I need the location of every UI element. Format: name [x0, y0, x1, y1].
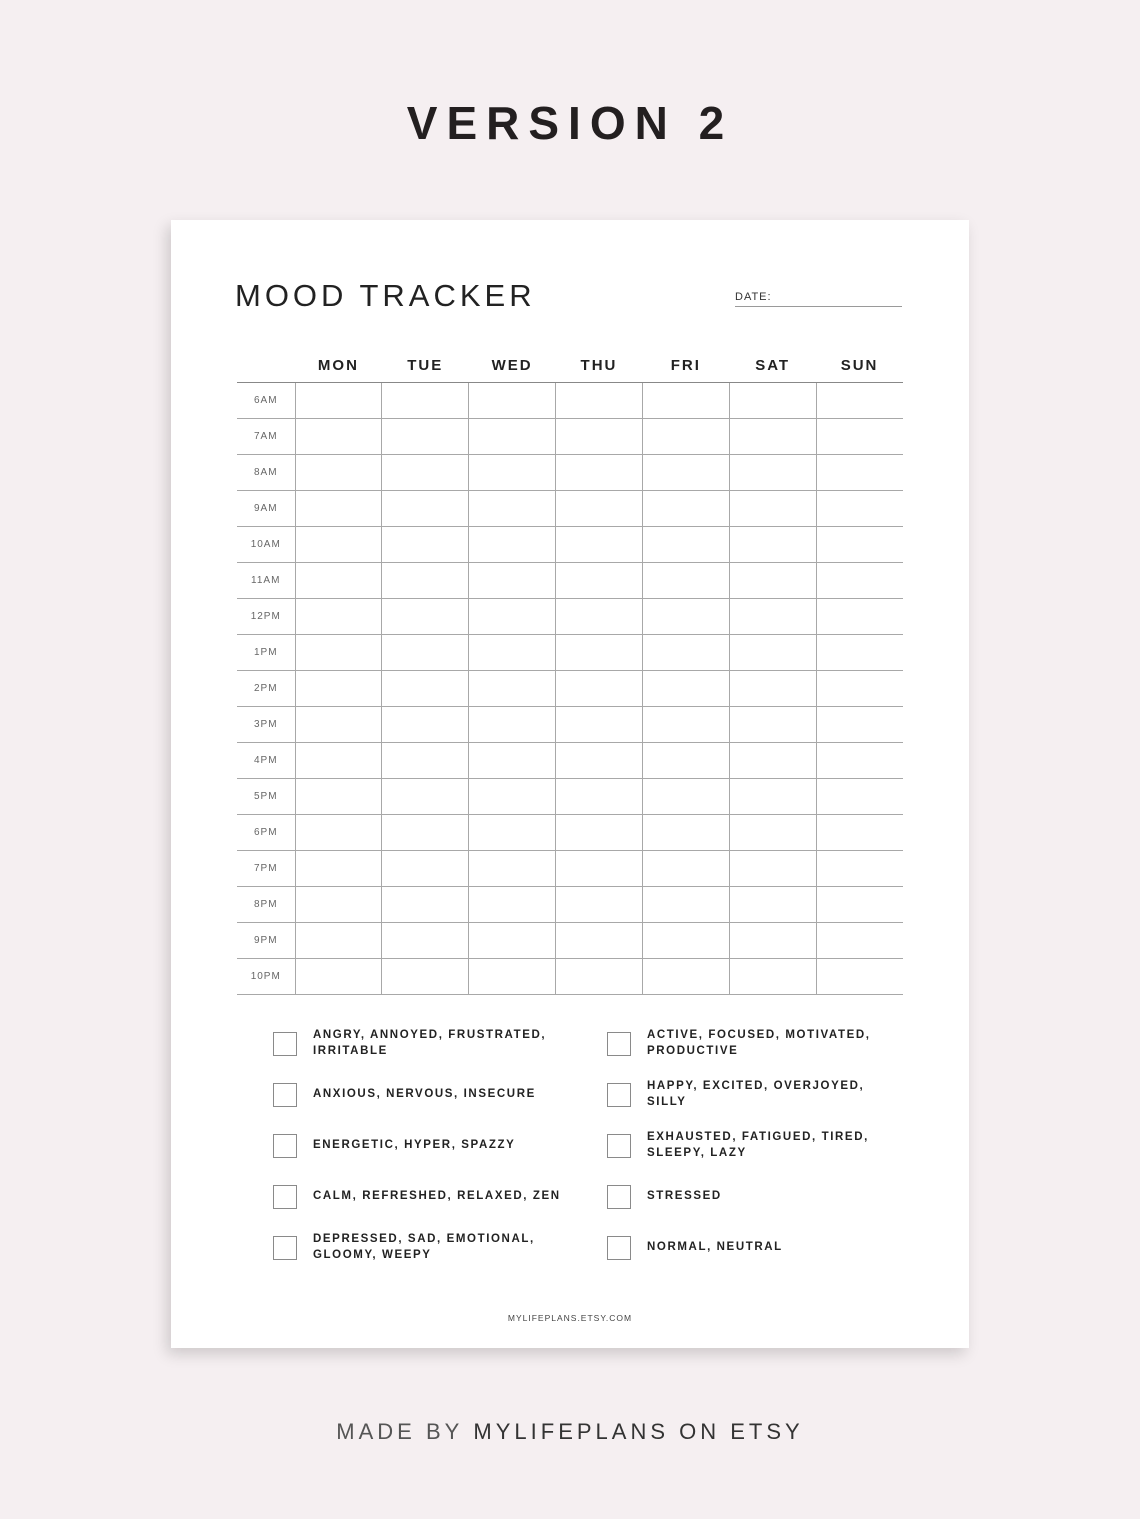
time-label: 9AM [237, 491, 295, 527]
time-label: 2PM [237, 671, 295, 707]
mood-cell-tue[interactable] [382, 671, 469, 707]
time-label: 3PM [237, 707, 295, 743]
mood-cell-fri[interactable] [642, 959, 729, 995]
mood-cell-mon[interactable] [295, 455, 382, 491]
mood-cell-thu[interactable] [556, 743, 643, 779]
time-label: 11AM [237, 563, 295, 599]
mood-cell-sun[interactable] [816, 599, 903, 635]
mood-cell-sat[interactable] [729, 599, 816, 635]
time-row [237, 923, 903, 959]
mood-cell-sat[interactable] [729, 383, 816, 419]
mood-cell-mon[interactable] [295, 851, 382, 887]
mood-cell-thu[interactable] [556, 599, 643, 635]
mood-cell-sun[interactable] [816, 887, 903, 923]
mood-cell-sat[interactable] [729, 635, 816, 671]
mood-cell-sat[interactable] [729, 743, 816, 779]
time-label: 7PM [237, 851, 295, 887]
mood-cell-mon[interactable] [295, 419, 382, 455]
mood-cell-sat[interactable] [729, 707, 816, 743]
mood-tracker-sheet [171, 220, 969, 1348]
mood-cell-sun[interactable] [816, 779, 903, 815]
mood-cell-sun[interactable] [816, 815, 903, 851]
mood-cell-sun[interactable] [816, 491, 903, 527]
mood-cell-thu[interactable] [556, 815, 643, 851]
mood-cell-wed[interactable] [469, 671, 556, 707]
mood-cell-fri[interactable] [642, 923, 729, 959]
time-row [237, 635, 903, 671]
mood-cell-fri[interactable] [642, 527, 729, 563]
time-row [237, 815, 903, 851]
mood-cell-thu[interactable] [556, 671, 643, 707]
mood-legend-item [273, 1179, 573, 1219]
mood-cell-tue[interactable] [382, 527, 469, 563]
time-label: 4PM [237, 743, 295, 779]
mood-cell-thu[interactable] [556, 383, 643, 419]
mood-legend-item [607, 1077, 907, 1117]
mood-cell-mon[interactable] [295, 563, 382, 599]
mood-cell-sun[interactable] [816, 671, 903, 707]
mood-cell-sat[interactable] [729, 779, 816, 815]
mood-cell-thu[interactable] [556, 563, 643, 599]
day-header-sat: SAT [729, 348, 816, 383]
time-row [237, 707, 903, 743]
time-row [237, 779, 903, 815]
mood-cell-wed[interactable] [469, 527, 556, 563]
mood-cell-sat[interactable] [729, 491, 816, 527]
time-label: 6AM [237, 383, 295, 419]
time-label: 9PM [237, 923, 295, 959]
mood-cell-sat[interactable] [729, 815, 816, 851]
mood-cell-tue[interactable] [382, 491, 469, 527]
mood-cell-thu[interactable] [556, 851, 643, 887]
mood-label: ENERGETIC, HYPER, SPAZZY [313, 1139, 516, 1151]
mood-cell-tue[interactable] [382, 635, 469, 671]
mood-cell-thu[interactable] [556, 707, 643, 743]
day-header-fri: FRI [642, 348, 729, 383]
mood-cell-tue[interactable] [382, 923, 469, 959]
mood-legend-item [607, 1179, 907, 1219]
mood-label: ACTIVE, FOCUSED, MOTIVATED, PRODUCTIVE [647, 1029, 871, 1057]
time-label: 1PM [237, 635, 295, 671]
time-label: 5PM [237, 779, 295, 815]
mood-cell-fri[interactable] [642, 887, 729, 923]
day-header-wed: WED [469, 348, 556, 383]
time-row [237, 851, 903, 887]
mood-cell-tue[interactable] [382, 563, 469, 599]
mood-checkbox[interactable] [607, 1185, 631, 1209]
mood-cell-fri[interactable] [642, 563, 729, 599]
time-row [237, 959, 903, 995]
mood-cell-thu[interactable] [556, 959, 643, 995]
mood-cell-sun[interactable] [816, 635, 903, 671]
mood-cell-fri[interactable] [642, 815, 729, 851]
mood-cell-mon[interactable] [295, 671, 382, 707]
mood-cell-mon[interactable] [295, 887, 382, 923]
mood-cell-fri[interactable] [642, 743, 729, 779]
mood-cell-mon[interactable] [295, 491, 382, 527]
time-row [237, 455, 903, 491]
mood-cell-mon[interactable] [295, 743, 382, 779]
mood-cell-wed[interactable] [469, 743, 556, 779]
mood-cell-thu[interactable] [556, 779, 643, 815]
time-row [237, 599, 903, 635]
mood-cell-fri[interactable] [642, 491, 729, 527]
mood-cell-sun[interactable] [816, 563, 903, 599]
grid-corner [237, 348, 295, 383]
mood-checkbox[interactable] [607, 1134, 631, 1158]
mood-checkbox[interactable] [273, 1134, 297, 1158]
mood-cell-mon[interactable] [295, 923, 382, 959]
version-title: VERSION 2 [406, 97, 734, 149]
mood-cell-sat[interactable] [729, 527, 816, 563]
mood-label: EXHAUSTED, FATIGUED, TIRED, SLEEPY, LAZY [647, 1131, 869, 1159]
mood-cell-fri[interactable] [642, 383, 729, 419]
time-label: 10PM [237, 959, 295, 995]
mood-label: NORMAL, NEUTRAL [647, 1241, 783, 1253]
mood-legend-item [273, 1077, 573, 1117]
mood-cell-wed[interactable] [469, 455, 556, 491]
mood-cell-wed[interactable] [469, 959, 556, 995]
made-by-suffix: MYLIFEPLANS ON ETSY [473, 1419, 804, 1444]
time-row [237, 671, 903, 707]
mood-label: ANXIOUS, NERVOUS, INSECURE [313, 1088, 536, 1100]
mood-cell-mon[interactable] [295, 959, 382, 995]
mood-cell-sun[interactable] [816, 455, 903, 491]
date-label: DATE: [735, 291, 772, 303]
mood-cell-wed[interactable] [469, 563, 556, 599]
mood-cell-fri[interactable] [642, 707, 729, 743]
mood-cell-mon[interactable] [295, 527, 382, 563]
mood-cell-sat[interactable] [729, 887, 816, 923]
mood-cell-wed[interactable] [469, 815, 556, 851]
mood-cell-sun[interactable] [816, 743, 903, 779]
time-row [237, 887, 903, 923]
mood-cell-sat[interactable] [729, 563, 816, 599]
mood-cell-tue[interactable] [382, 779, 469, 815]
mood-cell-sat[interactable] [729, 923, 816, 959]
mood-cell-mon[interactable] [295, 635, 382, 671]
mood-cell-wed[interactable] [469, 707, 556, 743]
mood-cell-tue[interactable] [382, 455, 469, 491]
day-header-mon: MON [295, 348, 382, 383]
mood-cell-fri[interactable] [642, 851, 729, 887]
time-row [237, 563, 903, 599]
mood-cell-thu[interactable] [556, 887, 643, 923]
mood-cell-wed[interactable] [469, 887, 556, 923]
mood-cell-wed[interactable] [469, 419, 556, 455]
mood-cell-sun[interactable] [816, 527, 903, 563]
mood-cell-tue[interactable] [382, 383, 469, 419]
grid-header-row [237, 348, 903, 383]
time-label: 8AM [237, 455, 295, 491]
mood-cell-fri[interactable] [642, 779, 729, 815]
mood-cell-fri[interactable] [642, 671, 729, 707]
day-header-tue: TUE [382, 348, 469, 383]
mood-cell-thu[interactable] [556, 635, 643, 671]
mood-cell-sat[interactable] [729, 671, 816, 707]
mood-cell-wed[interactable] [469, 923, 556, 959]
mood-cell-wed[interactable] [469, 851, 556, 887]
mood-cell-thu[interactable] [556, 491, 643, 527]
mood-cell-sun[interactable] [816, 419, 903, 455]
sheet-title: MOOD TRACKER [235, 278, 536, 313]
mood-cell-sat[interactable] [729, 959, 816, 995]
mood-cell-thu[interactable] [556, 527, 643, 563]
mood-label: ANGRY, ANNOYED, FRUSTRATED, IRRITABLE [313, 1029, 547, 1057]
mood-cell-fri[interactable] [642, 455, 729, 491]
mood-cell-mon[interactable] [295, 383, 382, 419]
mood-cell-thu[interactable] [556, 455, 643, 491]
mood-cell-fri[interactable] [642, 419, 729, 455]
time-row [237, 419, 903, 455]
mood-cell-thu[interactable] [556, 923, 643, 959]
mood-legend-item [607, 1230, 907, 1270]
mood-cell-tue[interactable] [382, 419, 469, 455]
mood-cell-sat[interactable] [729, 851, 816, 887]
time-label: 10AM [237, 527, 295, 563]
mood-legend-item [273, 1128, 573, 1168]
mood-cell-sat[interactable] [729, 419, 816, 455]
time-row [237, 743, 903, 779]
mood-cell-mon[interactable] [295, 779, 382, 815]
mood-cell-tue[interactable] [382, 707, 469, 743]
mood-checkbox[interactable] [273, 1032, 297, 1056]
day-header-thu: THU [556, 348, 643, 383]
time-label: 7AM [237, 419, 295, 455]
date-line[interactable] [735, 306, 902, 307]
made-by-prefix: MADE BY [336, 1419, 464, 1444]
made-by-credit [0, 1419, 1140, 1445]
mood-legend-item [607, 1128, 907, 1168]
mood-cell-tue[interactable] [382, 599, 469, 635]
mood-cell-mon[interactable] [295, 707, 382, 743]
mood-cell-sun[interactable] [816, 959, 903, 995]
mood-legend-item [607, 1026, 907, 1066]
mood-checkbox[interactable] [607, 1236, 631, 1260]
mood-checkbox[interactable] [273, 1185, 297, 1209]
mood-checkbox[interactable] [273, 1083, 297, 1107]
mood-cell-tue[interactable] [382, 743, 469, 779]
time-row [237, 491, 903, 527]
mood-grid [237, 348, 903, 995]
mood-label: DEPRESSED, SAD, EMOTIONAL, GLOOMY, WEEPY [313, 1233, 535, 1261]
mood-cell-fri[interactable] [642, 599, 729, 635]
time-row [237, 527, 903, 563]
mood-cell-sun[interactable] [816, 923, 903, 959]
mood-legend-item [273, 1026, 573, 1066]
mood-cell-mon[interactable] [295, 815, 382, 851]
mood-cell-wed[interactable] [469, 491, 556, 527]
mood-cell-sun[interactable] [816, 383, 903, 419]
mood-label: HAPPY, EXCITED, OVERJOYED, SILLY [647, 1080, 865, 1108]
mood-label: CALM, REFRESHED, RELAXED, ZEN [313, 1190, 561, 1202]
mood-cell-tue[interactable] [382, 887, 469, 923]
mood-cell-sun[interactable] [816, 851, 903, 887]
mood-checkbox[interactable] [273, 1236, 297, 1260]
mood-cell-thu[interactable] [556, 419, 643, 455]
mood-legend-item [273, 1230, 573, 1270]
sheet-footer: MYLIFEPLANS.ETSY.COM [507, 1313, 633, 1323]
mood-cell-wed[interactable] [469, 599, 556, 635]
mood-cell-mon[interactable] [295, 599, 382, 635]
time-label: 6PM [237, 815, 295, 851]
mood-cell-sun[interactable] [816, 707, 903, 743]
mood-cell-wed[interactable] [469, 383, 556, 419]
mood-cell-tue[interactable] [382, 959, 469, 995]
day-header-sun: SUN [816, 348, 903, 383]
mood-checkbox[interactable] [607, 1032, 631, 1056]
mood-cell-wed[interactable] [469, 635, 556, 671]
time-label: 12PM [237, 599, 295, 635]
mood-checkbox[interactable] [607, 1083, 631, 1107]
mood-cell-tue[interactable] [382, 851, 469, 887]
mood-cell-wed[interactable] [469, 779, 556, 815]
mood-cell-tue[interactable] [382, 815, 469, 851]
time-label: 8PM [237, 887, 295, 923]
time-row [237, 383, 903, 419]
mood-cell-fri[interactable] [642, 635, 729, 671]
mood-label: STRESSED [647, 1190, 722, 1202]
mood-cell-sat[interactable] [729, 455, 816, 491]
